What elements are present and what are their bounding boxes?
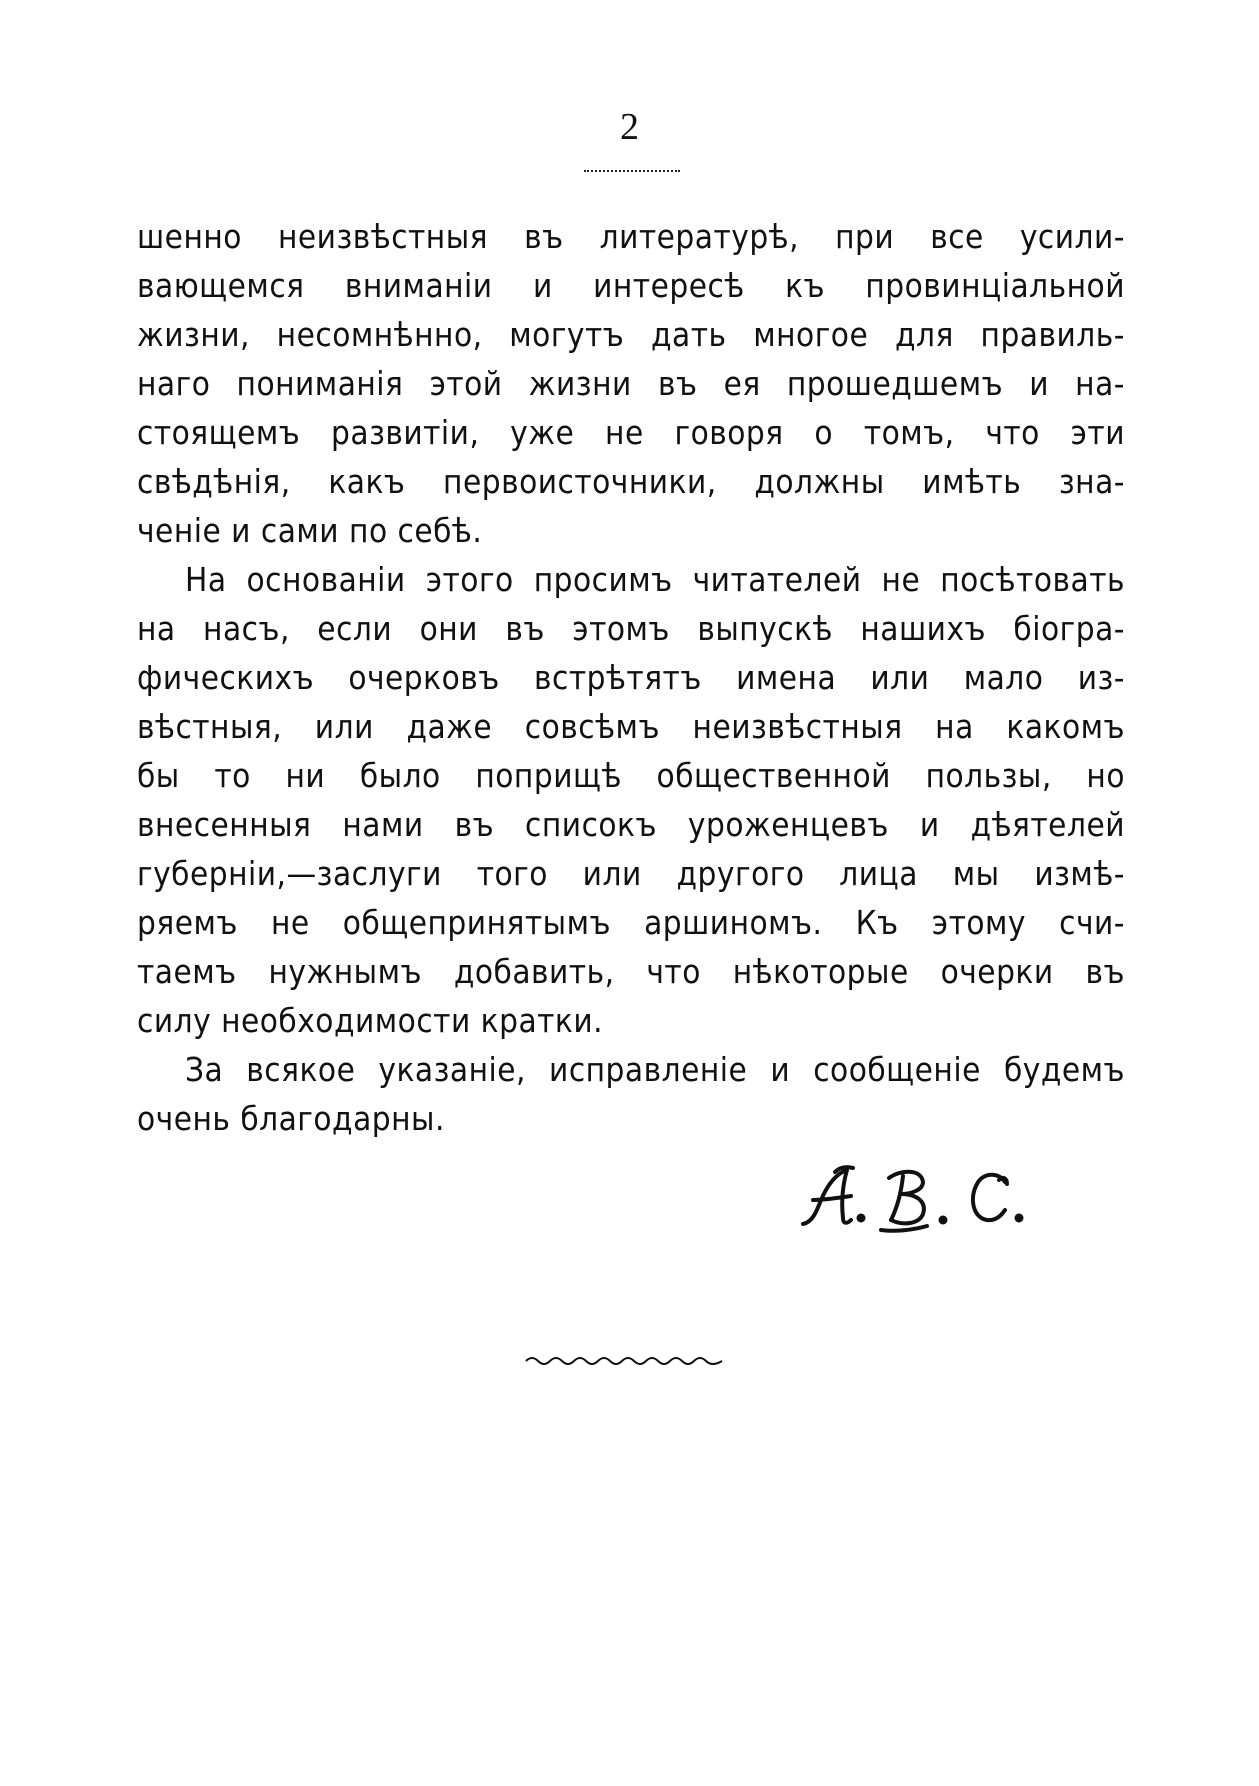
text-line: фическихъ очерковъ встрѣтятъ имена или мало из- [137, 658, 1125, 697]
text-line: шенно неизвѣстныя въ литературѣ, при все усили- [137, 217, 1125, 256]
page-number: 2 [620, 106, 639, 148]
body-text [137, 212, 1125, 1143]
page-number-rule [584, 170, 680, 172]
text-line: наго пониманія этой жизни въ ея прошедшемъ и на- [137, 364, 1125, 403]
text-line: вѣстныя, или даже совсѣмъ неизвѣстныя на какомъ [137, 707, 1125, 746]
text-line: таемъ нужнымъ добавить, что нѣкоторые очерки въ [137, 952, 1125, 991]
text-line: очень благодарны. [137, 1099, 445, 1138]
text-line: жизни, несомнѣнно, могутъ дать многое для правиль- [137, 315, 1125, 354]
text-line: вающемся вниманіи и интересѣ къ провинціальной [137, 266, 1125, 305]
text-line: На основаніи этого просимъ читателей не посѣтовать [185, 560, 1125, 599]
text-line: свѣдѣнія, какъ первоисточники, должны имѣть зна- [137, 462, 1125, 501]
text-line: губерніи,—заслуги того или другого лица мы измѣ- [137, 854, 1125, 893]
text-line: силу необходимости кратки. [137, 1001, 604, 1040]
text-line: ченіе и сами по себѣ. [137, 511, 483, 550]
text-line: внесенныя нами въ списокъ уроженцевъ и дѣятелей [137, 805, 1125, 844]
signature [795, 1160, 1035, 1240]
text-line: стоящемъ развитіи, уже не говоря о томъ, что эти [137, 413, 1125, 452]
text-line: ряемъ не общепринятымъ аршиномъ. Къ этому счи- [137, 903, 1125, 942]
text-line: За всякое указаніе, исправленіе и сообщеніе будемъ [185, 1050, 1125, 1089]
decorative-wavy-rule [524, 1352, 724, 1370]
text-line: на насъ, если они въ этомъ выпускѣ нашихъ біогра- [137, 609, 1125, 648]
text-line: бы то ни было поприщѣ общественной пользы, но [137, 756, 1125, 795]
